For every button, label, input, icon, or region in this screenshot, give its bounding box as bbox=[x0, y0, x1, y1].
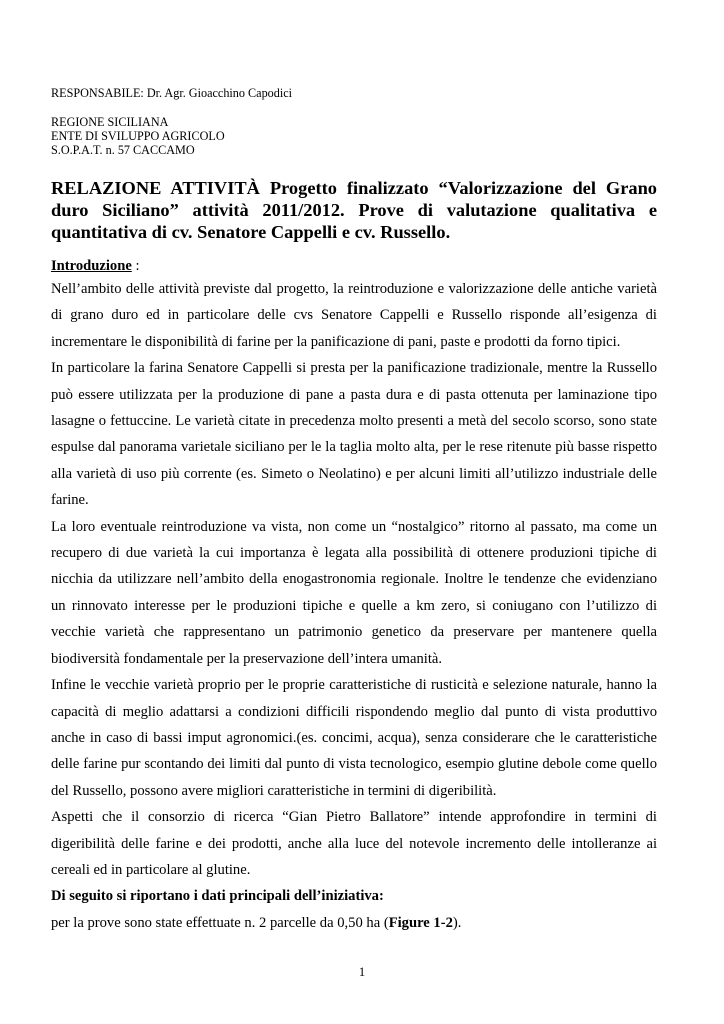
parcel-line-end: ). bbox=[452, 914, 462, 931]
paragraph-2: In particolare la farina Senatore Cappelli si presta per la panificazione tradizionale, mentre la Russello può essere utilizzata per la produzione di pane a pasta dura e di pasta ottenuta per laminazione tipo lasagne o fettuccine. Le varietà citate in precedenza molto presenti a metà del secolo scorso, sono state espulse dal panorama varietale siciliano per le la taglia molto alta, per le rese ritenute più basse rispetto alla varietà di uso più corrente (es. Simeto o Neolatino) e per alcuni limiti all’utilizzo industriale delle farine. bbox=[51, 360, 657, 509]
paragraph-5: Aspetti che il consorzio di ricerca “Gian Pietro Ballatore” intende approfondire in termini di digeribilità delle farine e dei prodotti, anche alla luce del notevole incremento delle intolleranze ai cereali ed in particolare al glutine. bbox=[51, 809, 657, 878]
responsabile-line: RESPONSABILE: Dr. Agr. Gioacchino Capodici bbox=[51, 86, 293, 100]
paragraph-3: La loro eventuale reintroduzione va vista, non come un “nostalgico” ritorno al passato, ma come un recupero di due varietà la cui importanza è legata alla possibilità di ottenere produzioni tipiche di nicchia da utilizzare nell’ambito della enogastronomia regionale. Inoltre le tendenze che evidenziano un rinnovato interesse per le produzioni tipiche e quelle a km zero, si coniugano con l’utilizzo di vecchie varietà che rappresentano un patrimonio genetico da preservare per mantenere quella biodiversità fondamentale per la preservazione dell’intera umanità. bbox=[51, 518, 657, 667]
body-text bbox=[51, 276, 657, 936]
paragraph-1: Nell’ambito delle attività previste dal progetto, la reintroduzione e valorizzazione delle antiche varietà di grano duro ed in particolare delle cvs Senatore Cappelli e Russello risponde all’esigenza di incrementare le disponibilità di farine per la panificazione di pani, paste e prodotti da forno tipici. bbox=[51, 281, 657, 350]
intro-heading-label: Introduzione bbox=[51, 258, 132, 274]
ente-line-office: S.O.P.A.T. n. 57 CACCAMO bbox=[51, 143, 195, 157]
parcel-line bbox=[51, 910, 657, 936]
summary-heading: Di seguito si riportano i dati principali dell’iniziativa: bbox=[51, 888, 384, 905]
ente-line-agency: ENTE DI SVILUPPO AGRICOLO bbox=[51, 129, 225, 143]
figure-reference: Figure 1-2 bbox=[388, 914, 453, 931]
page-number: 1 bbox=[358, 965, 366, 979]
intro-heading-separator: : bbox=[131, 258, 140, 274]
parcel-line-text: per la prove sono state effettuate n. 2 parcelle da 0,50 ha ( bbox=[51, 914, 389, 931]
document-title: RELAZIONE ATTIVITÀ Progetto finalizzato “Valorizzazione del Grano duro Siciliano” attività 2011/2012. Prove di valutazione qualitativa e quantitativa di cv. Senatore Cappelli e cv. Russello. bbox=[51, 178, 657, 242]
paragraph-4: Infine le vecchie varietà proprio per le proprie caratteristiche di rusticità e selezione naturale, hanno la capacità di meglio adattarsi a condizioni difficili rispondendo meglio dal punto di vista produttivo anche in caso di bassi imput agronomici.(es. concimi, acqua), senza considerare che le caratteristiche delle farine pur scontando dei limiti dal punto di vista tecnologico, esempio glutine debole come quello del Russello, possono avere migliori caratteristiche in termini di digeribilità. bbox=[51, 677, 657, 799]
ente-line-region: REGIONE SICILIANA bbox=[51, 115, 169, 129]
intro-heading bbox=[51, 256, 140, 276]
ente-block bbox=[51, 115, 225, 157]
